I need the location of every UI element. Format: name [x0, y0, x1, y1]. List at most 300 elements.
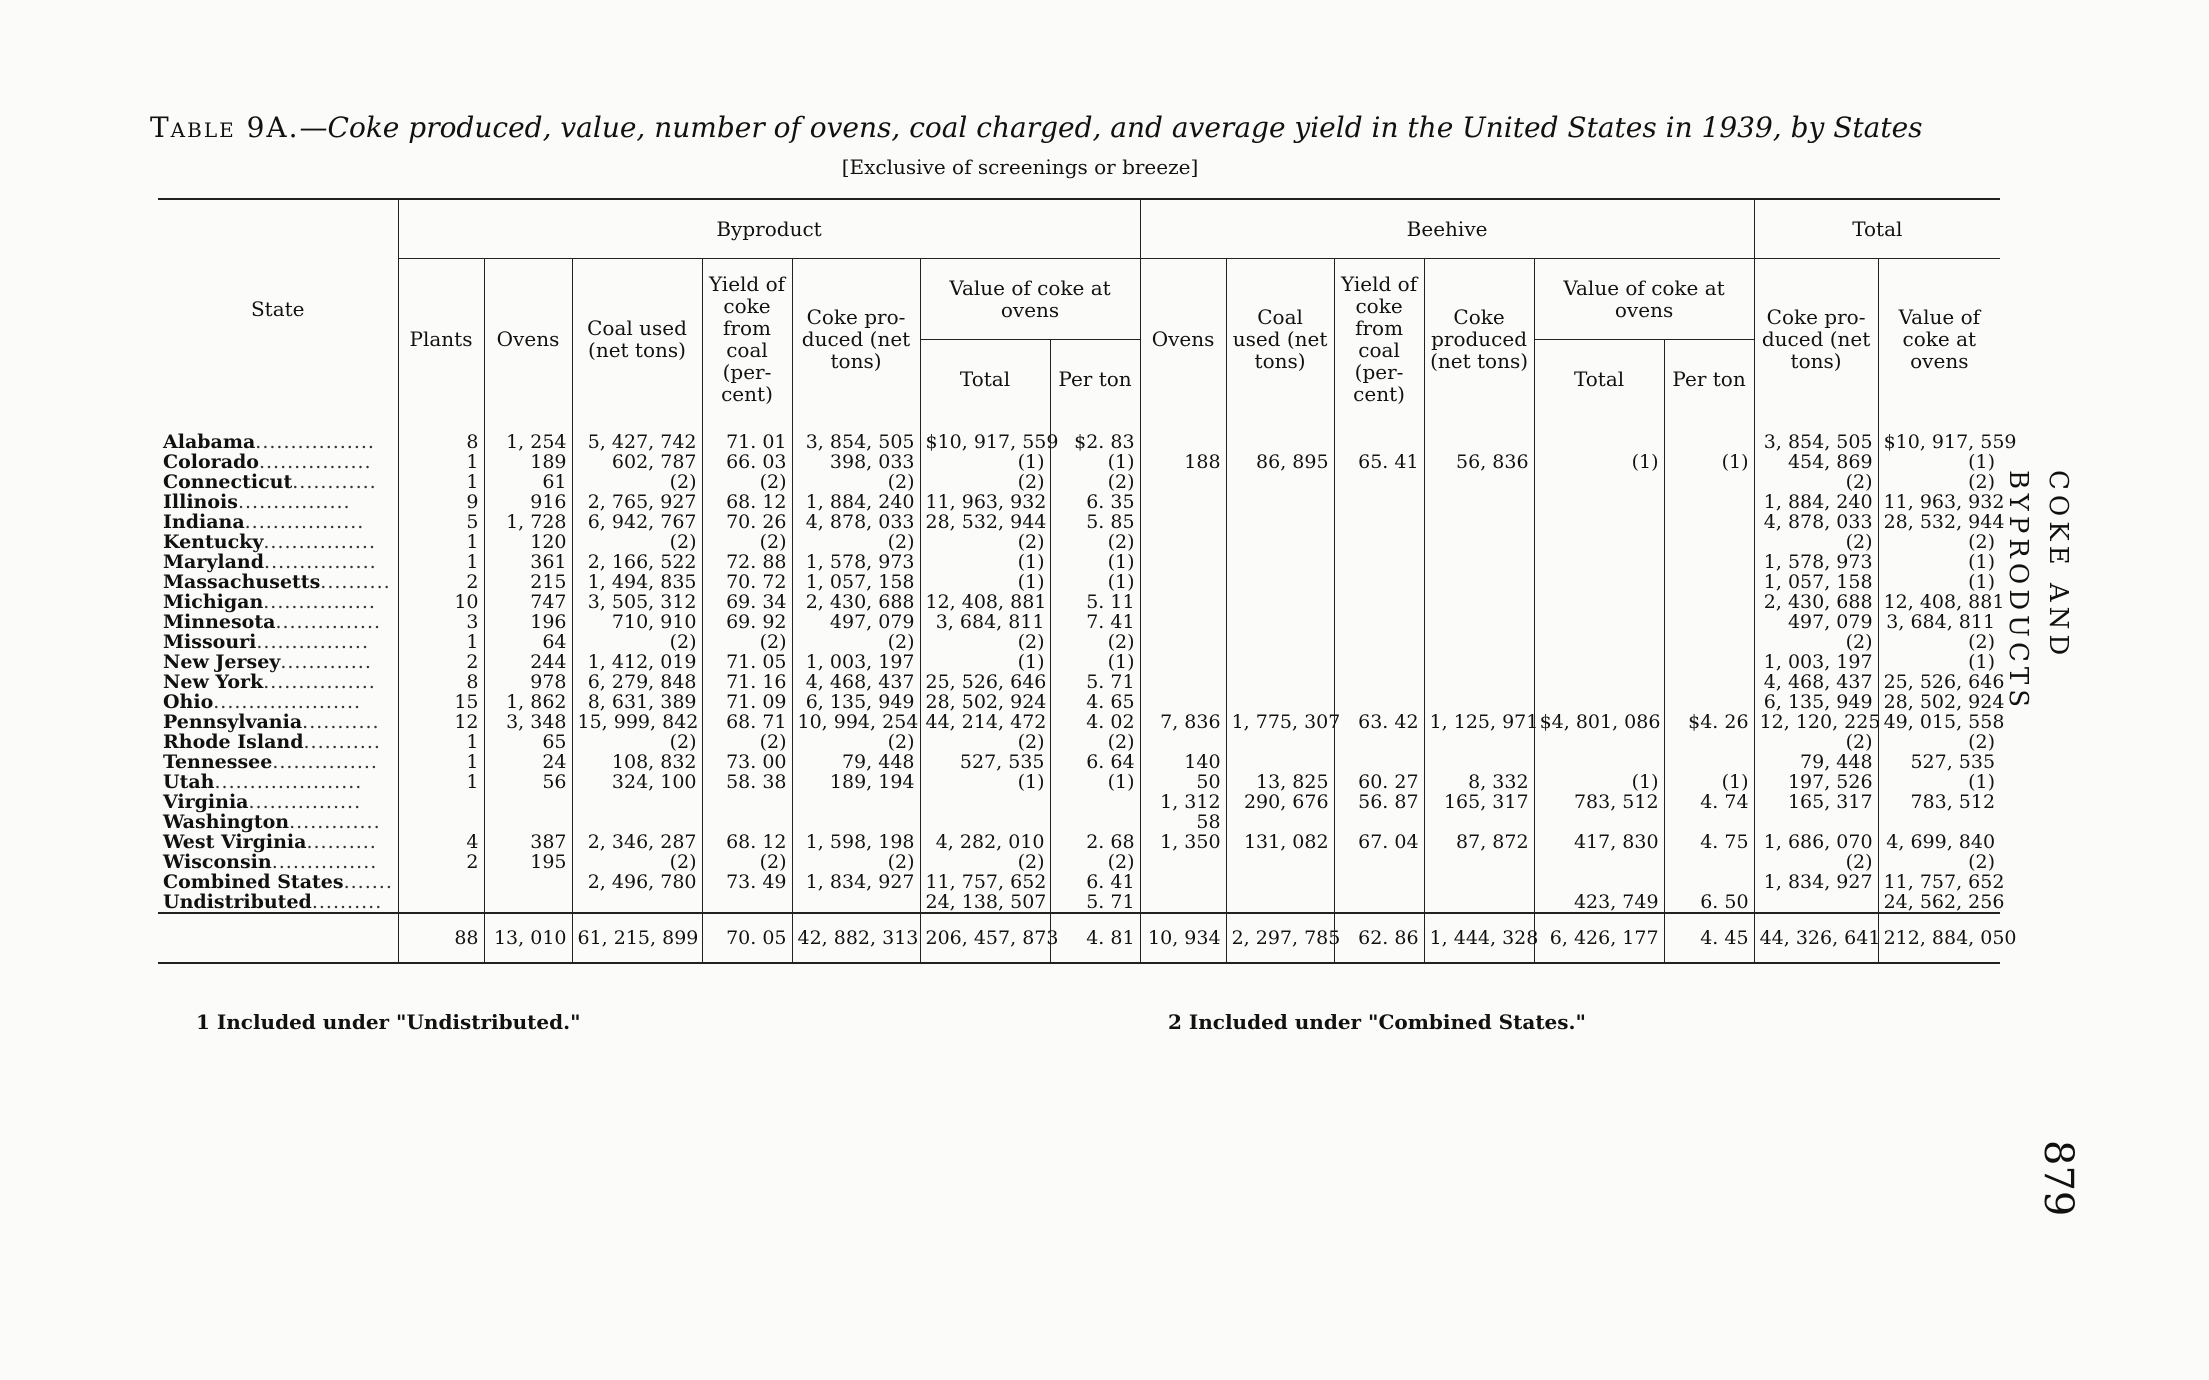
cell-yield: 70. 26: [702, 512, 792, 532]
dot-leader: ..........: [306, 831, 377, 853]
byproduct-header: Byproduct: [398, 199, 1140, 259]
cell-state: [158, 832, 398, 852]
cell-yield: 73. 00: [702, 752, 792, 772]
dot-leader: ................: [237, 491, 351, 513]
cell-state: [158, 812, 398, 832]
total-header: Total: [1754, 199, 2000, 259]
cell-bh-per-ton: [1664, 692, 1754, 712]
cell-state: [158, 532, 398, 552]
cell-t-coke: [1754, 892, 1878, 913]
value-total-header: Total: [920, 340, 1050, 419]
table-subtitle: [Exclusive of screenings or breeze]: [841, 155, 1199, 179]
cell-bh-per-ton: [1664, 852, 1754, 872]
cell-yield: (2): [702, 732, 792, 752]
cell-plants: 5: [398, 512, 484, 532]
cell-coal: 602, 787: [572, 452, 702, 472]
cell-t-value: 28, 502, 924: [1878, 692, 2000, 712]
cell-bh-yield: 60. 27: [1334, 772, 1424, 792]
cell-t-coke: [1754, 812, 1878, 832]
plants-header: Plants: [398, 259, 484, 419]
cell-coke: 4, 878, 033: [792, 512, 920, 532]
cell-coal: [572, 792, 702, 812]
cell-bh-per-ton: [1664, 418, 1754, 452]
cell-t-coke: (2): [1754, 852, 1878, 872]
cell-coke: [792, 792, 920, 812]
cell-bh-coke: [1424, 812, 1534, 832]
cell-bh-coke: 56, 836: [1424, 452, 1534, 472]
cell-coke: 398, 033: [792, 452, 920, 472]
value-per-ton-header: Per ton: [1050, 340, 1140, 419]
state-name: Virginia: [163, 791, 249, 813]
cell-t-coke: 4, 468, 437: [1754, 672, 1878, 692]
cell-bh-per-ton: [1664, 652, 1754, 672]
dot-leader: .............: [280, 651, 372, 673]
cell-t-coke: 6, 135, 949: [1754, 692, 1878, 712]
cell-coal: 5, 427, 742: [572, 418, 702, 452]
cell-value: [920, 812, 1050, 832]
cell-coke: 497, 079: [792, 612, 920, 632]
cell-bh-ovens: [1140, 892, 1226, 913]
cell-ovens: [484, 872, 572, 892]
cell-bh-coke: 87, 872: [1424, 832, 1534, 852]
total-cell-bh-coke: 1, 444, 328: [1424, 913, 1534, 963]
dot-leader: ................: [258, 451, 372, 473]
cell-bh-ovens: 1, 350: [1140, 832, 1226, 852]
cell-coal: 6, 279, 848: [572, 672, 702, 692]
cell-bh-coal: [1226, 872, 1334, 892]
cell-value: 11, 757, 652: [920, 872, 1050, 892]
table-title: [150, 108, 1923, 148]
cell-t-value: $10, 917, 559: [1878, 418, 2000, 452]
cell-coal: 108, 832: [572, 752, 702, 772]
cell-bh-value: [1534, 672, 1664, 692]
cell-bh-value: [1534, 572, 1664, 592]
cell-bh-ovens: [1140, 692, 1226, 712]
cell-state: [158, 652, 398, 672]
cell-plants: 15: [398, 692, 484, 712]
cell-per-ton: (2): [1050, 632, 1140, 652]
table-row: [158, 752, 2000, 772]
table-row: [158, 418, 2000, 452]
cell-bh-value: [1534, 472, 1664, 492]
dot-leader: ................: [263, 591, 376, 613]
cell-coke: 189, 194: [792, 772, 920, 792]
cell-per-ton: (1): [1050, 452, 1140, 472]
cell-coal: (2): [572, 732, 702, 752]
cell-yield: 68. 71: [702, 712, 792, 732]
cell-bh-coke: [1424, 672, 1534, 692]
cell-bh-coke: [1424, 572, 1534, 592]
total-cell-ovens: 13, 010: [484, 913, 572, 963]
bh-value-per-ton-header: Per ton: [1664, 340, 1754, 419]
cell-value: 44, 214, 472: [920, 712, 1050, 732]
cell-bh-coal: [1226, 532, 1334, 552]
cell-bh-ovens: [1140, 418, 1226, 452]
cell-value: (1): [920, 572, 1050, 592]
cell-value: (2): [920, 472, 1050, 492]
cell-t-value: 4, 699, 840: [1878, 832, 2000, 852]
bh-coke-produced-header: Coke produced (net tons): [1424, 259, 1534, 419]
cell-bh-value: [1534, 752, 1664, 772]
state-name: Minnesota: [163, 611, 276, 633]
cell-value: (2): [920, 632, 1050, 652]
cell-t-value: (1): [1878, 452, 2000, 472]
cell-bh-ovens: 7, 836: [1140, 712, 1226, 732]
cell-bh-per-ton: $4. 26: [1664, 712, 1754, 732]
cell-bh-per-ton: (1): [1664, 772, 1754, 792]
cell-bh-coke: [1424, 872, 1534, 892]
cell-bh-coal: [1226, 592, 1334, 612]
cell-t-coke: 197, 526: [1754, 772, 1878, 792]
cell-bh-yield: [1334, 652, 1424, 672]
cell-bh-ovens: 140: [1140, 752, 1226, 772]
state-name: Connecticut: [163, 471, 293, 493]
cell-coke: 4, 468, 437: [792, 672, 920, 692]
cell-state: [158, 452, 398, 472]
cell-yield: 68. 12: [702, 492, 792, 512]
cell-bh-coke: 8, 332: [1424, 772, 1534, 792]
cell-t-coke: 3, 854, 505: [1754, 418, 1878, 452]
cell-ovens: 1, 254: [484, 418, 572, 452]
state-header: State: [158, 199, 398, 418]
cell-bh-value: [1534, 418, 1664, 452]
cell-coal: (2): [572, 472, 702, 492]
state-name: Maryland: [163, 551, 265, 573]
cell-state: [158, 872, 398, 892]
cell-bh-coal: [1226, 692, 1334, 712]
cell-bh-ovens: [1140, 492, 1226, 512]
cell-yield: (2): [702, 852, 792, 872]
bh-ovens-header: Ovens: [1140, 259, 1226, 419]
cell-bh-coal: [1226, 512, 1334, 532]
cell-bh-ovens: 1, 312: [1140, 792, 1226, 812]
cell-bh-ovens: [1140, 592, 1226, 612]
cell-bh-per-ton: 4. 74: [1664, 792, 1754, 812]
page-number: 879: [2035, 1140, 2081, 1217]
cell-plants: 2: [398, 652, 484, 672]
cell-per-ton: 5. 11: [1050, 592, 1140, 612]
dot-leader: .....................: [213, 691, 362, 713]
cell-bh-coke: [1424, 692, 1534, 712]
state-name: Wisconsin: [163, 851, 272, 873]
state-name: Rhode Island: [163, 731, 304, 753]
footnote-1: 1 Included under "Undistributed.": [196, 1010, 581, 1034]
cell-bh-per-ton: (1): [1664, 452, 1754, 472]
cell-coal: (2): [572, 632, 702, 652]
cell-per-ton: 2. 68: [1050, 832, 1140, 852]
table-row: [158, 732, 2000, 752]
dot-leader: ..........: [311, 891, 383, 913]
table-row: [158, 712, 2000, 732]
dot-leader: ...............: [275, 611, 382, 633]
cell-ovens: 978: [484, 672, 572, 692]
cell-yield: (2): [702, 532, 792, 552]
cell-coal: 3, 505, 312: [572, 592, 702, 612]
state-name: Ohio: [163, 691, 214, 713]
table-label: Table 9A.: [150, 111, 300, 144]
cell-bh-value: 783, 512: [1534, 792, 1664, 812]
table-row: [158, 852, 2000, 872]
total-row: [158, 913, 2000, 963]
cell-coal: 15, 999, 842: [572, 712, 702, 732]
cell-coal: 1, 412, 019: [572, 652, 702, 672]
cell-state: [158, 672, 398, 692]
cell-coke: 1, 578, 973: [792, 552, 920, 572]
cell-coal: 2, 166, 522: [572, 552, 702, 572]
cell-coal: 6, 942, 767: [572, 512, 702, 532]
cell-t-value: (1): [1878, 572, 2000, 592]
cell-t-value: (2): [1878, 472, 2000, 492]
cell-plants: 2: [398, 852, 484, 872]
cell-bh-per-ton: [1664, 612, 1754, 632]
cell-t-value: 11, 757, 652: [1878, 872, 2000, 892]
cell-t-coke: (2): [1754, 632, 1878, 652]
cell-yield: 68. 12: [702, 832, 792, 852]
state-name: Tennessee: [163, 751, 273, 773]
cell-bh-ovens: [1140, 532, 1226, 552]
cell-bh-yield: [1334, 492, 1424, 512]
cell-ovens: 189: [484, 452, 572, 472]
cell-bh-coke: 165, 317: [1424, 792, 1534, 812]
cell-ovens: 387: [484, 832, 572, 852]
cell-bh-coal: [1226, 672, 1334, 692]
table-row: [158, 592, 2000, 612]
bh-value-total-header: Total: [1534, 340, 1664, 419]
cell-state: [158, 692, 398, 712]
beehive-header: Beehive: [1140, 199, 1754, 259]
running-header: COKE AND BYPRODUCTS: [2003, 470, 2073, 713]
cell-bh-per-ton: 6. 50: [1664, 892, 1754, 913]
cell-bh-value: [1534, 852, 1664, 872]
cell-bh-ovens: [1140, 672, 1226, 692]
dot-leader: ............: [292, 471, 377, 493]
cell-value: (1): [920, 652, 1050, 672]
cell-per-ton: 5. 85: [1050, 512, 1140, 532]
cell-t-coke: (2): [1754, 532, 1878, 552]
cell-value: 11, 963, 932: [920, 492, 1050, 512]
cell-per-ton: (1): [1050, 652, 1140, 672]
cell-bh-ovens: [1140, 612, 1226, 632]
cell-ovens: 3, 348: [484, 712, 572, 732]
cell-yield: [702, 792, 792, 812]
state-name: New York: [163, 671, 264, 693]
table-row: [158, 672, 2000, 692]
cell-value: (2): [920, 532, 1050, 552]
cell-ovens: 196: [484, 612, 572, 632]
cell-value: 28, 532, 944: [920, 512, 1050, 532]
cell-ovens: 65: [484, 732, 572, 752]
cell-coal: 8, 631, 389: [572, 692, 702, 712]
cell-bh-yield: [1334, 732, 1424, 752]
dot-leader: ..........: [320, 571, 391, 593]
cell-value: [920, 792, 1050, 812]
cell-t-value: (2): [1878, 732, 2000, 752]
cell-per-ton: 7. 41: [1050, 612, 1140, 632]
cell-bh-coke: [1424, 592, 1534, 612]
cell-value: 12, 408, 881: [920, 592, 1050, 612]
dot-leader: ................: [256, 631, 369, 653]
cell-yield: 73. 49: [702, 872, 792, 892]
cell-coke: (2): [792, 472, 920, 492]
cell-t-coke: (2): [1754, 732, 1878, 752]
cell-yield: (2): [702, 632, 792, 652]
cell-bh-yield: [1334, 572, 1424, 592]
cell-bh-ovens: [1140, 512, 1226, 532]
cell-ovens: 1, 862: [484, 692, 572, 712]
cell-per-ton: (1): [1050, 552, 1140, 572]
cell-bh-coal: [1226, 892, 1334, 913]
table-row: [158, 552, 2000, 572]
dot-leader: ................: [248, 791, 362, 813]
table-row: [158, 812, 2000, 832]
cell-plants: 12: [398, 712, 484, 732]
dot-leader: ...............: [271, 851, 378, 873]
table-row: [158, 492, 2000, 512]
cell-t-value: 3, 684, 811: [1878, 612, 2000, 632]
cell-bh-coke: [1424, 652, 1534, 672]
cell-t-value: 28, 532, 944: [1878, 512, 2000, 532]
cell-coke: 1, 884, 240: [792, 492, 920, 512]
cell-bh-value: [1534, 612, 1664, 632]
cell-plants: 1: [398, 732, 484, 752]
total-cell-bh-value: 6, 426, 177: [1534, 913, 1664, 963]
cell-bh-coke: [1424, 552, 1534, 572]
cell-bh-value: [1534, 512, 1664, 532]
cell-bh-per-ton: [1664, 572, 1754, 592]
cell-bh-yield: 63. 42: [1334, 712, 1424, 732]
cell-bh-ovens: 50: [1140, 772, 1226, 792]
cell-plants: 1: [398, 632, 484, 652]
dot-leader: .............: [289, 811, 381, 833]
cell-t-value: (1): [1878, 772, 2000, 792]
cell-state: [158, 418, 398, 452]
cell-bh-value: [1534, 692, 1664, 712]
cell-bh-value: [1534, 532, 1664, 552]
cell-coal: 2, 346, 287: [572, 832, 702, 852]
cell-bh-ovens: [1140, 872, 1226, 892]
cell-t-coke: (2): [1754, 472, 1878, 492]
cell-bh-coal: [1226, 472, 1334, 492]
cell-bh-value: (1): [1534, 772, 1664, 792]
cell-bh-per-ton: [1664, 532, 1754, 552]
cell-bh-yield: [1334, 612, 1424, 632]
cell-bh-yield: [1334, 872, 1424, 892]
state-name: Alabama: [163, 431, 256, 453]
cell-plants: 10: [398, 592, 484, 612]
cell-plants: 4: [398, 832, 484, 852]
cell-coal: 2, 496, 780: [572, 872, 702, 892]
cell-ovens: 215: [484, 572, 572, 592]
cell-per-ton: (2): [1050, 732, 1140, 752]
cell-bh-ovens: [1140, 572, 1226, 592]
dot-leader: .................: [255, 431, 375, 453]
cell-t-coke: 497, 079: [1754, 612, 1878, 632]
cell-bh-coke: [1424, 852, 1534, 872]
value-at-ovens-header: Value of coke at ovens: [920, 259, 1140, 340]
cell-plants: [398, 892, 484, 913]
cell-coal: 2, 765, 927: [572, 492, 702, 512]
state-name: Indiana: [163, 511, 245, 533]
state-name: Massachusetts: [163, 571, 321, 593]
cell-coal: (2): [572, 852, 702, 872]
cell-bh-per-ton: [1664, 592, 1754, 612]
state-name: Utah: [163, 771, 215, 793]
cell-per-ton: $2. 83: [1050, 418, 1140, 452]
cell-ovens: 747: [484, 592, 572, 612]
cell-bh-yield: [1334, 532, 1424, 552]
cell-t-coke: 165, 317: [1754, 792, 1878, 812]
cell-plants: 1: [398, 452, 484, 472]
cell-bh-per-ton: 4. 75: [1664, 832, 1754, 852]
dot-leader: .................: [244, 511, 365, 533]
cell-yield: [702, 812, 792, 832]
table-row: [158, 832, 2000, 852]
cell-bh-coal: [1226, 552, 1334, 572]
state-name: Pennsylvania: [163, 711, 303, 733]
cell-state: [158, 732, 398, 752]
cell-value: 4, 282, 010: [920, 832, 1050, 852]
cell-ovens: [484, 812, 572, 832]
cell-coke: (2): [792, 632, 920, 652]
cell-coal: 324, 100: [572, 772, 702, 792]
state-name: Combined States: [163, 871, 344, 893]
cell-bh-yield: [1334, 552, 1424, 572]
cell-bh-coal: [1226, 418, 1334, 452]
table-row: [158, 612, 2000, 632]
cell-coke: 6, 135, 949: [792, 692, 920, 712]
dot-leader: ...........: [302, 711, 380, 733]
cell-value: (1): [920, 772, 1050, 792]
cell-per-ton: (1): [1050, 772, 1140, 792]
cell-bh-ovens: [1140, 472, 1226, 492]
cell-state: [158, 552, 398, 572]
cell-state: [158, 492, 398, 512]
cell-coke: 1, 834, 927: [792, 872, 920, 892]
cell-plants: [398, 872, 484, 892]
cell-per-ton: (1): [1050, 572, 1140, 592]
cell-bh-per-ton: [1664, 812, 1754, 832]
cell-bh-coal: [1226, 632, 1334, 652]
state-name: Kentucky: [163, 531, 264, 553]
cell-per-ton: 6. 35: [1050, 492, 1140, 512]
cell-yield: [702, 892, 792, 913]
table-row: [158, 452, 2000, 472]
cell-per-ton: 5. 71: [1050, 672, 1140, 692]
cell-bh-value: [1534, 812, 1664, 832]
cell-bh-per-ton: [1664, 672, 1754, 692]
cell-bh-value: [1534, 632, 1664, 652]
cell-bh-per-ton: [1664, 472, 1754, 492]
cell-ovens: 61: [484, 472, 572, 492]
cell-yield: 71. 05: [702, 652, 792, 672]
total-cell-bh-ovens: 10, 934: [1140, 913, 1226, 963]
cell-ovens: [484, 892, 572, 913]
total-cell-coal: 61, 215, 899: [572, 913, 702, 963]
cell-state: [158, 572, 398, 592]
cell-ovens: 120: [484, 532, 572, 552]
cell-bh-coal: [1226, 852, 1334, 872]
cell-bh-value: [1534, 552, 1664, 572]
cell-ovens: 244: [484, 652, 572, 672]
cell-bh-value: $4, 801, 086: [1534, 712, 1664, 732]
cell-state: [158, 792, 398, 812]
cell-coal: (2): [572, 532, 702, 552]
cell-bh-coke: [1424, 892, 1534, 913]
cell-state: [158, 712, 398, 732]
table-row: [158, 692, 2000, 712]
cell-bh-value: 417, 830: [1534, 832, 1664, 852]
cell-value: 3, 684, 811: [920, 612, 1050, 632]
